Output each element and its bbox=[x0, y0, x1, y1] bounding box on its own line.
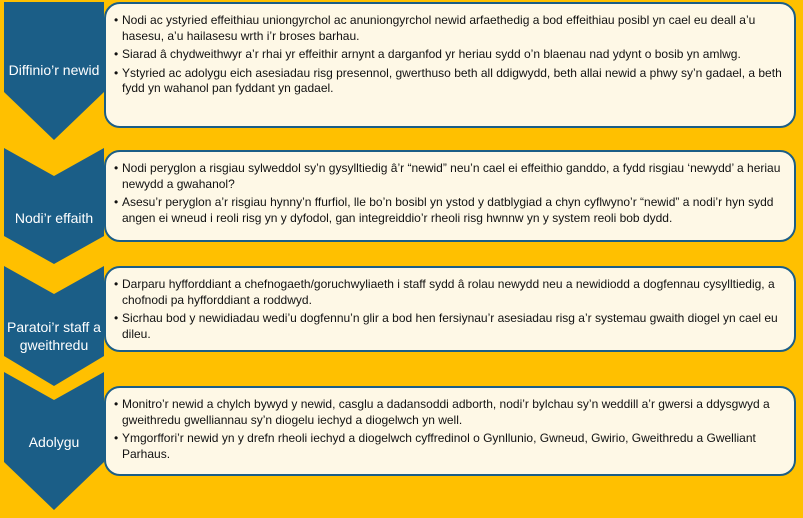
bullet-text: Ystyried ac adolygu eich asesiadau risg presennol, gwerthuso beth all ddigwydd, beth allai newid a phwy sy’n gadael, a beth fydd yn wahanol pan fyddant yn gadael. bbox=[122, 65, 782, 95]
stage-card bbox=[104, 386, 796, 476]
bullet-list bbox=[114, 13, 784, 97]
stage-label-text: Diffinio’r newid bbox=[8, 62, 100, 78]
bullet-text: Ymgorffori’r newid yn y drefn rheoli iechyd a diogelwch cyffredinol o Gynllunio, Gwneud, Gwirio, Gweithredu a Gwelliant Parhaus. bbox=[122, 431, 756, 461]
bullet-list bbox=[114, 397, 784, 462]
stage-label bbox=[4, 200, 104, 236]
bullet-text: Nodi ac ystyried effeithiau uniongyrchol ac anuniongyrchol newid arfaethedig a bod effeithiau posibl yn cael eu deall a’u hasesu, a’u hailasesu wrth i’r broses barhau. bbox=[122, 13, 756, 43]
bullet-item: • Siarad â chydweithwyr a’r rhai yr effeithir arnynt a darganfod yr heriau sydd o’n blaenau nad ydynt o bosib yn amlwg. bbox=[114, 47, 741, 61]
bullet-text: Asesu’r peryglon a’r risgiau hynny’n ffurfiol, lle bo’n bosibl yn ystod y datblygiad a chyn cyflwyno’r “newid” a nodi’r hyn sydd angen ei wneud i reoli risg yn y dyfodol, gan integreiddio’r rheoli risg hwnnw yn y system reoli bob dydd. bbox=[122, 195, 774, 225]
bullet-item: • Monitro’r newid a chylch bywyd y newid, casglu a dadansoddi adborth, nodi’r bylchau sy’n weddill a’r gwersi a ddysgwyd a gweithredu gwelliannau sy’n diogelu iechyd a diogelwch yn well. bbox=[114, 397, 770, 427]
bullet-item: • Sicrhau bod y newidiadau wedi’u dogfennu’n glir a bod hen fersiynau’r asesiadau risg a’r systemau gwaith diogel yn cael eu dileu. bbox=[114, 311, 778, 341]
bullet-text: Siarad â chydweithwyr a’r rhai yr effeithir arnynt a darganfod yr heriau sydd o’n blaenau nad ydynt o bosib yn amlwg. bbox=[122, 47, 741, 61]
bullet-item: • Asesu’r peryglon a’r risgiau hynny’n ffurfiol, lle bo’n bosibl yn ystod y datblygiad a chyn cyflwyno’r “newid” a nodi’r hyn sydd angen ei wneud i reoli risg yn y dyfodol, gan integreiddio’r rheoli risg hwnnw yn y system reoli bob dydd. bbox=[114, 195, 774, 225]
bullet-text: Monitro’r newid a chylch bywyd y newid, casglu a dadansoddi adborth, nodi’r bylchau sy’n weddill a’r gwersi a ddysgwyd a gweithredu gwelliannau sy’n diogelu iechyd a diogelwch yn well. bbox=[122, 397, 770, 427]
stage-card bbox=[104, 2, 796, 128]
stage-label bbox=[4, 314, 104, 358]
bullet-text: Darparu hyfforddiant a chefnogaeth/goruchwyliaeth i staff sydd â rolau newydd neu a newidiodd a dogfennau cysylltiedig, a chofnodi pa hyfforddiant a roddwyd. bbox=[122, 277, 775, 307]
stage-label bbox=[4, 424, 104, 460]
bullet-text: Nodi peryglon a risgiau sylweddol sy’n gysylltiedig â’r “newid” neu’n cael ei effeithio ganddo, a fydd risgiau ‘newydd’ a heriau newydd a gwahanol? bbox=[122, 161, 781, 191]
stage-label bbox=[4, 44, 104, 96]
bullet-item: • Nodi ac ystyried effeithiau uniongyrchol ac anuniongyrchol newid arfaethedig a bod effeithiau posibl yn cael eu deall a’u hasesu, a’u hailasesu wrth i’r broses barhau. bbox=[114, 13, 756, 43]
bullet-item: • Darparu hyfforddiant a chefnogaeth/goruchwyliaeth i staff sydd â rolau newydd neu a newidiodd a dogfennau cysylltiedig, a chofnodi pa hyfforddiant a roddwyd. bbox=[114, 277, 775, 307]
stage-card bbox=[104, 266, 796, 352]
stage-card bbox=[104, 150, 796, 242]
bullet-text: Sicrhau bod y newidiadau wedi’u dogfennu’n glir a bod hen fersiynau’r asesiadau risg a’r systemau gwaith diogel yn cael eu dileu. bbox=[122, 311, 778, 341]
bullet-item: • Ymgorffori’r newid yn y drefn rheoli iechyd a diogelwch cyffredinol o Gynllunio, Gwneud, Gwirio, Gweithredu a Gwelliant Parhaus. bbox=[114, 431, 756, 461]
bullet-list bbox=[114, 277, 784, 342]
stage-label-text: Nodi’r effaith bbox=[14, 210, 94, 226]
bullet-item: • Ystyried ac adolygu eich asesiadau risg presennol, gwerthuso beth all ddigwydd, beth allai newid a phwy sy’n gadael, a beth fydd yn wahanol pan fyddant yn gadael. bbox=[114, 65, 782, 95]
bullet-item: • Nodi peryglon a risgiau sylweddol sy’n gysylltiedig â’r “newid” neu’n cael ei effeithio ganddo, a fydd risgiau ‘newydd’ a heriau newydd a gwahanol? bbox=[114, 161, 781, 191]
bullet-list bbox=[114, 161, 784, 226]
stage-label-text: Paratoi’r staff a gweithredu bbox=[7, 319, 101, 353]
stage-label-text: Adolygu bbox=[28, 434, 80, 450]
